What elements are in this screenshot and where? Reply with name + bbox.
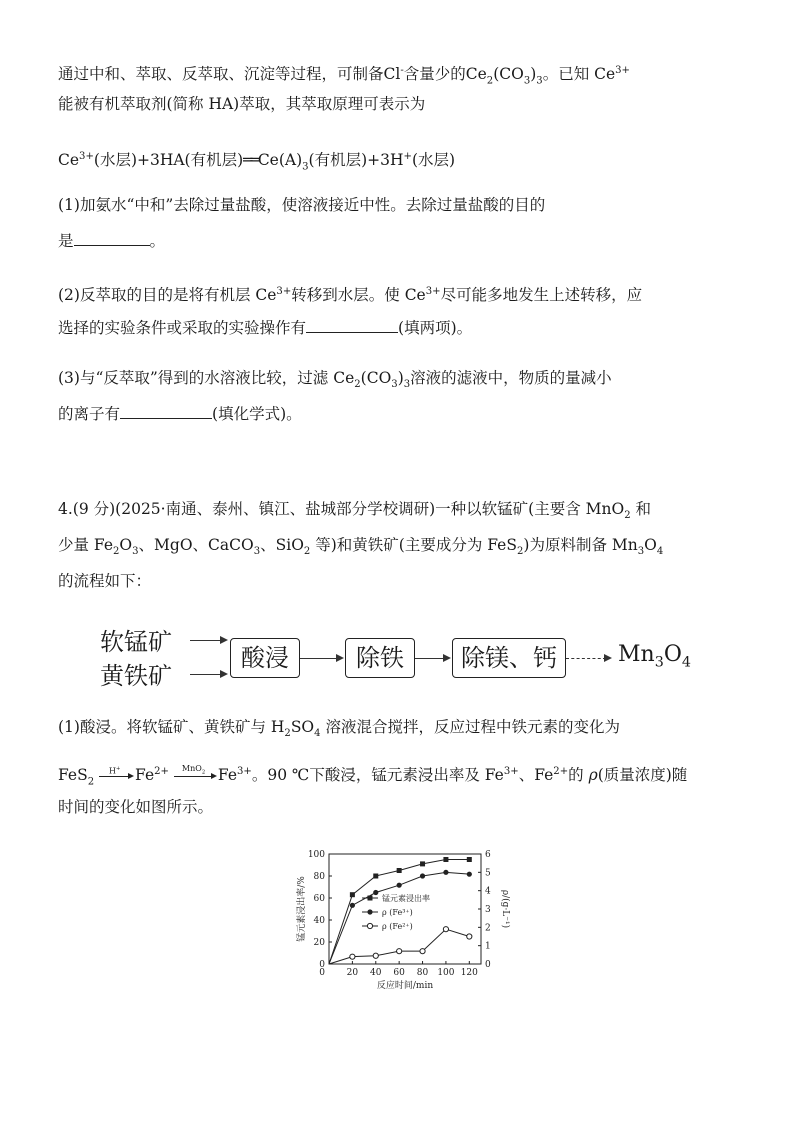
x-tick-label: 60 — [393, 968, 405, 978]
legend-label-0: 锰元素浸出率 — [382, 894, 430, 903]
y-right-tick-label: 6 — [485, 850, 491, 860]
question-1-line-1: (1)加氨水“中和”去除过量盐酸，使溶液接近中性。去除过量盐酸的目的 — [58, 196, 546, 214]
answer-blank-1[interactable] — [74, 231, 150, 246]
series-point-0 — [467, 857, 472, 862]
x-tick-label: 100 — [437, 968, 455, 978]
question-1-line-2: 是 。 — [58, 232, 166, 250]
series-point-1 — [373, 890, 378, 895]
question-2-line-2: 选择的实验条件或采取的实验操作有 (填两项)。 — [58, 319, 473, 337]
x-tick-label: 20 — [346, 968, 359, 978]
series-point-0 — [420, 861, 425, 866]
dashed-arrow-final — [566, 658, 606, 659]
arrowhead-input-1 — [220, 636, 228, 644]
subquestion-1-line-2: FeS$_2$ H+ $Fe^{2+}$ MnO$_2$ $Fe^{3+}$。90 ℃下酸浸，锰元素浸出率及 $Fe^{3+}$、$Fe^{2+}$的 ρ(质量浓度)随 — [58, 764, 688, 788]
legend-label-2: ρ (Fe²⁺) — [382, 922, 413, 931]
arrowhead-final — [604, 654, 612, 662]
question-2-line-1: (2)反萃取的目的是将有机层 $Ce^{3+}$转移到水层。使 $Ce^{3+}$尽可能多地发生上述转移，应 — [58, 286, 643, 305]
y-right-tick-label: 3 — [485, 905, 491, 915]
y-right-tick-label: 0 — [485, 960, 491, 970]
legend-marker-1 — [367, 909, 372, 914]
series-point-0 — [350, 892, 355, 897]
intro-line-2: 能被有机萃取剂(简称 HA)萃取，其萃取原理可表示为 — [58, 95, 426, 113]
series-point-1 — [420, 873, 425, 878]
leaching-chart — [286, 840, 516, 1000]
y-right-tick-label: 5 — [485, 868, 491, 879]
flow-step-acid-leach: 酸浸 — [230, 638, 300, 678]
question-3-line-2: 的离子有 (填化学式)。 — [58, 405, 302, 423]
series-point-1 — [443, 870, 448, 875]
question-3-line-1: (3)与“反萃取”得到的水溶液比较，过滤 $Ce_2(CO_3)_3$溶液的滤液中，物质的量减小 — [58, 369, 612, 391]
x-origin-label: 0 — [319, 968, 325, 978]
arrow-input-2 — [190, 674, 220, 675]
flow-input-1: 软锰矿 — [100, 628, 172, 656]
arrow-step-1 — [300, 658, 338, 659]
series-point-1 — [350, 903, 355, 908]
flow-step-remove-iron: 除铁 — [345, 638, 415, 678]
y-left-tick-label: 80 — [313, 872, 325, 882]
equilibrium-sign: ══ — [243, 151, 258, 170]
x-tick-label: 80 — [416, 968, 429, 978]
series-point-2 — [443, 927, 448, 932]
x-tick-label: 120 — [460, 968, 478, 978]
reaction-arrow-mno2: MnO$_2$ — [174, 769, 218, 783]
series-line-2 — [329, 929, 469, 964]
series-point-1 — [467, 872, 472, 877]
series-point-2 — [350, 954, 355, 959]
arrowhead-input-2 — [220, 670, 228, 678]
extraction-equation: $Ce^{3+}$(水层)+3HA(有机层)$══Ce(A)_3$(有机层)+3H+(水层) — [58, 151, 456, 173]
series-point-2 — [373, 953, 378, 958]
answer-blank-2[interactable] — [306, 318, 398, 333]
arrow-step-2 — [415, 658, 445, 659]
y-right-tick-label: 4 — [485, 886, 491, 897]
arrowhead-step-1 — [336, 654, 344, 662]
y-left-tick-label: 20 — [313, 938, 325, 948]
flow-step-remove-mg-ca: 除镁、钙 — [452, 638, 566, 678]
problem-4-line-1: 4.(9 分)(2025·南通、泰州、镇江、盐城部分学校调研)一种以软锰矿(主要含 MnO$_2$ 和 — [58, 500, 652, 522]
legend-marker-2 — [367, 923, 372, 928]
arrow-input-1 — [190, 640, 220, 641]
y-right-tick-label: 2 — [485, 923, 491, 934]
y-right-tick-label: 1 — [485, 941, 491, 952]
series-point-0 — [443, 857, 448, 862]
y-left-axis-label: 锰元素浸出率/% — [297, 876, 307, 942]
series-point-0 — [397, 868, 402, 873]
problem-4-line-3: 的流程如下： — [58, 572, 152, 590]
subquestion-1-line-1: (1)酸浸。将软锰矿、黄铁矿与 $H_2SO_4$ 溶液混合搅拌，反应过程中铁元素的变化为 — [58, 718, 620, 740]
answer-blank-3[interactable] — [120, 404, 212, 419]
flow-product: $Mn_3O_4$ — [618, 642, 691, 671]
process-flowchart — [58, 620, 748, 690]
legend-marker-0 — [368, 896, 373, 901]
intro-line-1: 通过中和、萃取、反萃取、沉淀等过程，可制备Cl-含量少的$Ce_2(CO_3)_3$。已知 $Ce^{3+}$ — [58, 65, 630, 87]
subquestion-1-line-3: 时间的变化如图所示。 — [58, 798, 214, 816]
flow-input-2: 黄铁矿 — [100, 662, 172, 690]
reaction-arrow-h: H+ — [99, 769, 135, 783]
y-left-tick-label: 60 — [313, 894, 325, 904]
series-point-2 — [397, 949, 402, 954]
series-point-2 — [420, 949, 425, 954]
y-left-tick-label: 40 — [313, 916, 325, 926]
y-left-tick-label: 0 — [319, 960, 325, 970]
x-tick-label: 40 — [370, 968, 382, 978]
problem-4-line-2: 少量 $Fe_2O_3$、MgO、CaCO$_3$、SiO$_2$ 等)和黄铁矿(主要成分为 FeS$_2$)为原料制备 $Mn_3O_4$ — [58, 536, 664, 558]
y-left-tick-label: 100 — [307, 850, 325, 860]
legend-label-1: ρ (Fe³⁺) — [382, 908, 413, 917]
x-axis-label: 反应时间/min — [376, 981, 434, 991]
y-right-axis-label: ρ/(g·L⁻¹) — [500, 889, 510, 929]
arrowhead-step-2 — [443, 654, 451, 662]
series-point-1 — [397, 883, 402, 888]
series-point-0 — [373, 874, 378, 879]
series-point-2 — [467, 934, 472, 939]
